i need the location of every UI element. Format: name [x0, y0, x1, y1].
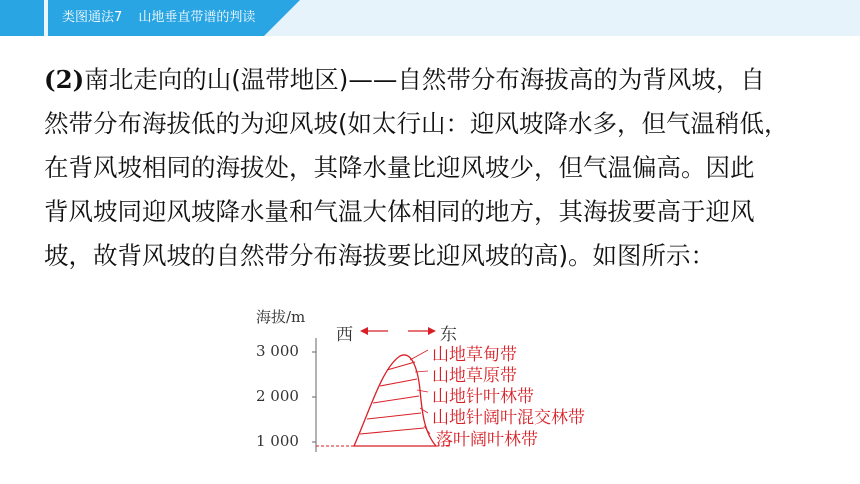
- zone-label-mixed: 山地针阔叶混交林带: [432, 408, 585, 428]
- zone-line-4: [367, 413, 421, 419]
- item-number: (2): [44, 65, 85, 94]
- section-label: 类图通法7: [62, 10, 123, 25]
- east-arrow-icon: [428, 327, 436, 335]
- header-title: [62, 0, 255, 36]
- east-label: 东: [440, 325, 457, 345]
- page-title: 山地垂直带谱的判读: [138, 10, 256, 25]
- y-axis-label: 海拔/m: [256, 308, 306, 326]
- west-arrow-icon: [360, 327, 368, 335]
- paragraph-line-5: 坡，故背风坡的自然带分布海拔要比迎风坡的高)。如图所示：: [44, 241, 716, 270]
- paragraph-line-4: 背风坡同迎风坡降水量和气温大体相同的地方，其海拔要高于迎风: [44, 197, 755, 226]
- zone-label-conifer: 山地针叶林带: [432, 387, 534, 407]
- paragraph-line-2: 然带分布海拔低的为迎风坡(如太行山：迎风坡降水多，但气温稍低，: [44, 109, 789, 138]
- leader-1: [410, 350, 428, 360]
- mountain-outline: [354, 355, 436, 446]
- zone-label-steppe: 山地草原带: [432, 366, 517, 386]
- tick-label-3000: 3 000: [256, 342, 299, 360]
- leader-3: [417, 390, 428, 392]
- line-text: 南北走向的山(温带地区)——自然带分布海拔高的为背风坡，自: [84, 65, 765, 94]
- tick-label-1000: 1 000: [256, 432, 299, 450]
- main-paragraph: [44, 58, 834, 278]
- zone-line-2: [380, 379, 417, 386]
- header-bar: [0, 0, 860, 36]
- zone-label-meadow: 山地草甸带: [432, 345, 517, 365]
- zone-label-deciduous: 落叶阔叶林带: [436, 430, 538, 450]
- leader-4: [420, 408, 428, 413]
- paragraph-line-1: [44, 58, 834, 102]
- header-accent: [44, 0, 48, 36]
- leader-5: [424, 426, 430, 434]
- west-label: 西: [336, 325, 353, 345]
- tick-label-2000: 2 000: [256, 387, 299, 405]
- paragraph-line-3: 在背风坡相同的海拔处，其降水量比迎风坡少，但气温偏高。因此: [44, 153, 755, 182]
- zone-line-3: [373, 396, 419, 403]
- zone-line-1: [387, 362, 415, 370]
- mountain-zone-diagram: [250, 300, 630, 470]
- zone-line-5: [360, 428, 424, 434]
